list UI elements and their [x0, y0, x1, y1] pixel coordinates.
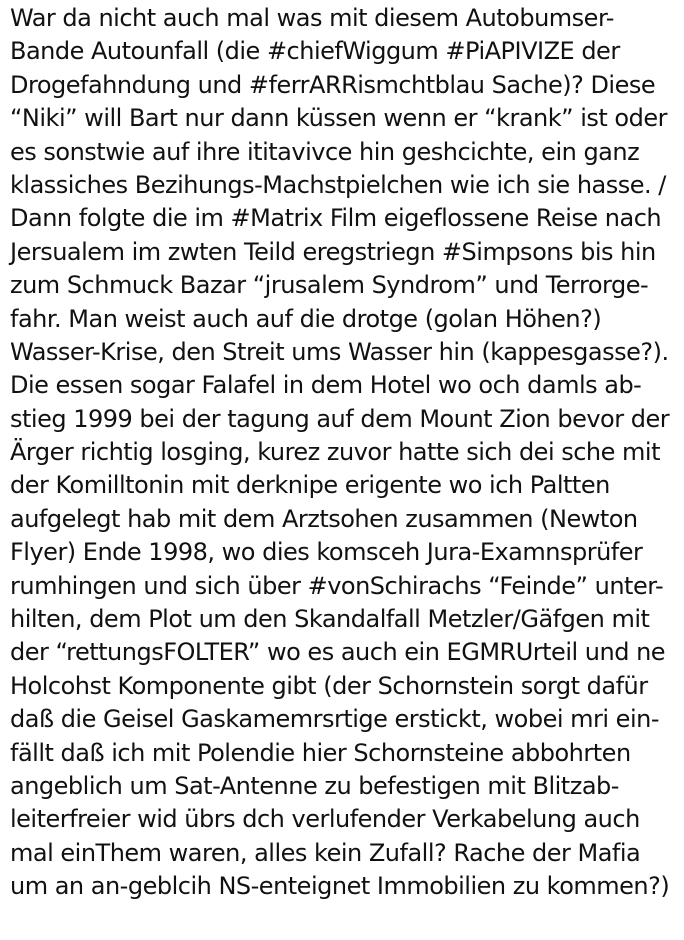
text-line-1: War da nicht auch mal was mit diesem Autobumser- — [10, 4, 614, 32]
text-line-17: Flyer) Ende 1998, wo dies komsceh Jura-Examnsprüfer — [10, 538, 643, 567]
text-line-3: Drogefahndung und #ferrARRismchtblau Sache)? Diese — [10, 70, 656, 99]
text-line-19: hilten, dem Plot um den Skandalfall Metzler/Gäfgen mit — [10, 605, 650, 634]
text-line-10: fahr. Man weist auch auf die drotge (golan Höhen?) — [10, 304, 602, 333]
text-line-27: um an an-geblcih NS-enteignet Immobilien zu kommen?) — [10, 872, 670, 901]
text-line-26: mal einThem waren, alles kein Zufall? Rache der Mafia — [10, 838, 641, 867]
text-line-7: Dann folgte die im #Matrix Film eigeflossene Reise nach — [10, 204, 662, 233]
text-line-20: der “rettungsFOLTER” wo es auch ein EGMRUrteil und ne — [10, 638, 666, 667]
text-line-5: es sonstwie auf ihre ititavivce hin geshcichte, ein ganz — [10, 137, 640, 166]
text-line-2: Bande Autounfall (die #chiefWiggum #PiAPIVIZE der — [10, 37, 620, 66]
text-line-24: angeblich um Sat-Antenne zu befestigen mit Blitzab- — [10, 771, 619, 800]
document-text — [10, 2, 682, 904]
text-line-16: aufgelegt hab mit dem Arztsohen zusammen (Newton — [10, 504, 638, 533]
text-line-18: rumhingen und sich über #vonSchirachs “Feinde” unter- — [10, 571, 664, 600]
text-line-12: Die essen sogar Falafel in dem Hotel wo och damls ab- — [10, 371, 642, 400]
text-line-22: daß die Geisel Gaskamemrsrtige erstickt, wobei mri ein- — [10, 705, 659, 734]
text-line-11: Wasser-Krise, den Streit ums Wasser hin (kappesgasse?). — [10, 337, 669, 366]
text-line-21: Holcohst Komponente gibt (der Schornstein sorgt dafür — [10, 671, 648, 700]
text-line-6: klassiches Bezihungs-Machstpielchen wie ich sie hasse. / — [10, 170, 666, 199]
text-line-15: der Komilltonin mit derknipe erigente wo ich Paltten — [10, 471, 610, 500]
text-line-8: Jersualem im zwten Teild eregstriegn #Simpsons bis hin — [10, 237, 656, 266]
text-line-23: fällt daß ich mit Polendie hier Schornsteine abbohrten — [10, 738, 631, 767]
text-line-13: stieg 1999 bei der tagung auf dem Mount Zion bevor der — [10, 404, 670, 433]
text-line-14: Ärger richtig losging, kurez zuvor hatte sich dei sche mit — [10, 438, 660, 467]
text-line-4: “Niki” will Bart nur dann küssen wenn er “krank” ist oder — [10, 104, 667, 133]
text-line-9: zum Schmuck Bazar “jrusalem Syndrom” und Terrorge- — [10, 271, 649, 300]
text-line-25: leiterfreier wid übrs dch verlufender Verkabelung auch — [10, 805, 640, 834]
